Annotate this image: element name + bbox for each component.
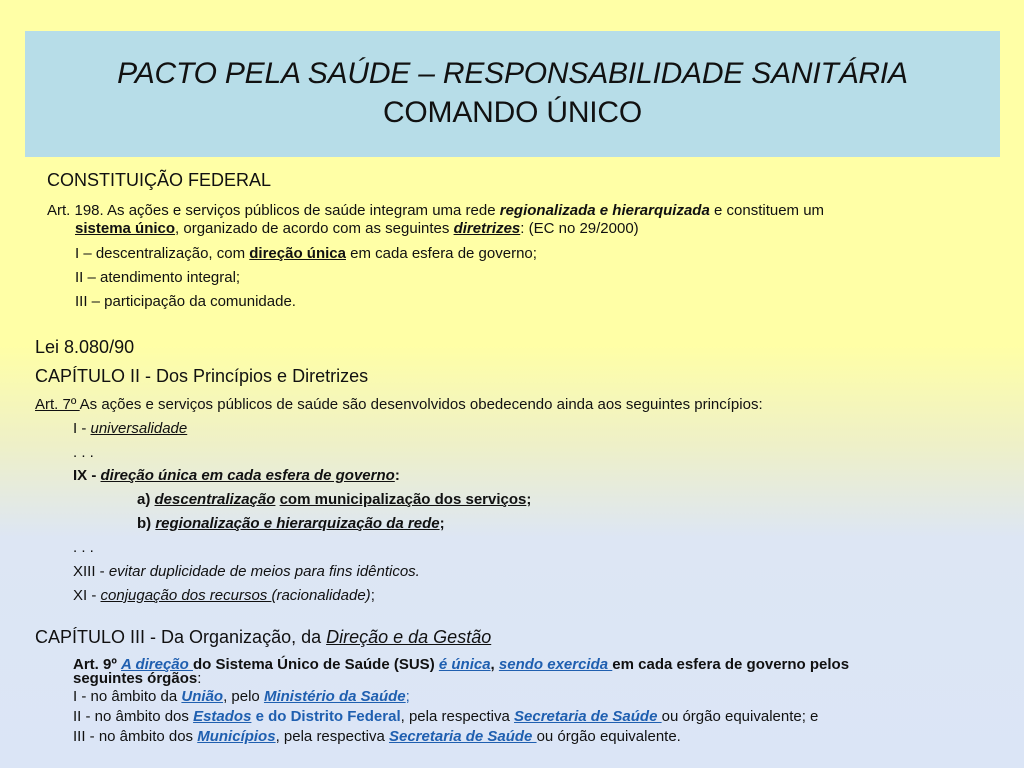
- regionalizacao-term: regionalização e hierarquização da rede: [155, 515, 440, 532]
- principio-xiii-text: evitar duplicidade de meios para fins idênticos.: [108, 563, 420, 580]
- art198-inciso2: II – atendimento integral;: [75, 269, 241, 286]
- item-a-semicolon: ;: [526, 491, 532, 508]
- slide-title: PACTO PELA SAÚDE – RESPONSABILIDADE SANITÁRIA: [117, 57, 908, 90]
- art198-text: Art. 198. As ações e serviços públicos de saúde integram uma rede: [47, 202, 500, 219]
- title-box: [25, 31, 1000, 157]
- principio-ix: [73, 467, 400, 484]
- constituicao-heading: CONSTITUIÇÃO FEDERAL: [47, 170, 272, 190]
- municipalizacao-term: com municipalização dos serviços: [279, 491, 527, 508]
- art9-line2: [73, 670, 201, 687]
- regionalizada-term: regionalizada e hierarquizada: [499, 202, 710, 219]
- art198-line2: [75, 220, 639, 237]
- art9-text: do Sistema Único de Saúde (SUS): [192, 656, 439, 673]
- conjugacao-term: conjugação dos recursos: [100, 587, 272, 604]
- universalidade-term: universalidade: [90, 420, 188, 437]
- principio-xi-label: XI -: [73, 587, 101, 604]
- diretrizes-term: diretrizes: [453, 220, 521, 237]
- municipios-term: Municípios: [197, 728, 276, 745]
- lei-heading: Lei 8.080/90: [35, 337, 135, 357]
- secretaria-saude-term: Secretaria de Saúde: [514, 708, 662, 725]
- e-unica-term: é única: [438, 656, 491, 673]
- secretaria-saude-municipal-term: Secretaria de Saúde: [388, 728, 537, 745]
- art9-inciso1: [73, 688, 410, 705]
- art9-comma: ,: [490, 656, 499, 673]
- ministerio-saude-term: Ministério da Saúde: [263, 688, 406, 705]
- sendo-exercida-term: sendo exercida: [498, 656, 613, 673]
- art9-label: Art. 9º: [73, 656, 121, 673]
- principio-xi: [73, 587, 375, 604]
- principio-xiii: [73, 563, 420, 580]
- distrito-federal-term: e do Distrito Federal: [255, 708, 401, 725]
- art198-inciso3: III – participação da comunidade.: [75, 293, 296, 310]
- estados-term: Estados: [193, 708, 252, 725]
- inciso1-text-cont: em cada esfera de governo;: [345, 245, 537, 262]
- capitulo3-heading-text: CAPÍTULO III - Da Organização, da: [35, 627, 327, 647]
- capitulo3-heading: [35, 627, 491, 648]
- art9-inciso2: [73, 708, 818, 725]
- principio-ix-colon: :: [394, 467, 400, 484]
- principio-ix-a: [137, 491, 531, 508]
- art198-text-cont: e constituem um: [709, 202, 825, 219]
- sistema-unico-term: sistema único: [75, 220, 176, 237]
- item-a-label: a): [137, 491, 155, 508]
- inciso1-text: I – descentralização, com: [75, 245, 250, 262]
- art198-inciso1: [75, 245, 537, 262]
- direcao-unica-esfera-term: direção única em cada esfera de governo: [100, 467, 395, 484]
- ellipsis-1: . . .: [73, 444, 94, 461]
- inciso2-text-cont: ou órgão equivalente; e: [661, 708, 819, 725]
- principio-xiii-label: XIII -: [73, 563, 109, 580]
- inciso3-text-cont: ou órgão equivalente.: [536, 728, 681, 745]
- descentralizacao-term: descentralização: [154, 491, 276, 508]
- item-b-semicolon: ;: [439, 515, 445, 532]
- inciso3-prefix: III - no âmbito dos: [73, 728, 198, 745]
- slide-subtitle: COMANDO ÚNICO: [382, 96, 643, 129]
- inciso1-semicolon: ;: [405, 688, 410, 705]
- item-b-label: b): [137, 515, 156, 532]
- art198-line1: [47, 202, 824, 219]
- direcao-unica-term: direção única: [249, 245, 346, 262]
- ellipsis-2: . . .: [73, 539, 94, 556]
- art198-text-2: , organizado de acordo com as seguintes: [175, 220, 454, 237]
- capitulo2-heading: CAPÍTULO II - Dos Princípios e Diretrizes: [35, 366, 369, 386]
- art9-text-cont: em cada esfera de governo pelos: [612, 656, 850, 673]
- art7-text: As ações e serviços públicos de saúde são desenvolvidos obedecendo ainda aos seguintes princípios:: [79, 396, 763, 413]
- principio-i: [73, 420, 187, 437]
- uniao-term: União: [181, 688, 224, 705]
- inciso2-prefix: II - no âmbito dos: [73, 708, 194, 725]
- seguintes-orgaos: seguintes órgãos: [73, 670, 198, 687]
- a-direcao-term: A direção: [121, 656, 193, 673]
- art7-label: Art. 7º: [35, 396, 80, 413]
- inciso3-text: , pela respectiva: [275, 728, 389, 745]
- principio-i-label: I -: [73, 420, 91, 437]
- art198-ec: : (EC no 29/2000): [520, 220, 639, 237]
- inciso1-pelo: , pelo: [223, 688, 264, 705]
- art9-inciso3: [73, 728, 681, 745]
- principio-xi-semicolon: ;: [370, 587, 375, 604]
- racionalidade-term: (racionalidade): [271, 587, 371, 604]
- art7-line: [35, 396, 763, 413]
- art9-colon: :: [197, 670, 202, 687]
- inciso2-text: , pela respectiva: [400, 708, 515, 725]
- principio-ix-b: [137, 515, 445, 532]
- direcao-gestao-term: Direção e da Gestão: [326, 627, 492, 647]
- inciso1-prefix: I - no âmbito da: [73, 688, 182, 705]
- principio-ix-label: IX -: [73, 467, 101, 484]
